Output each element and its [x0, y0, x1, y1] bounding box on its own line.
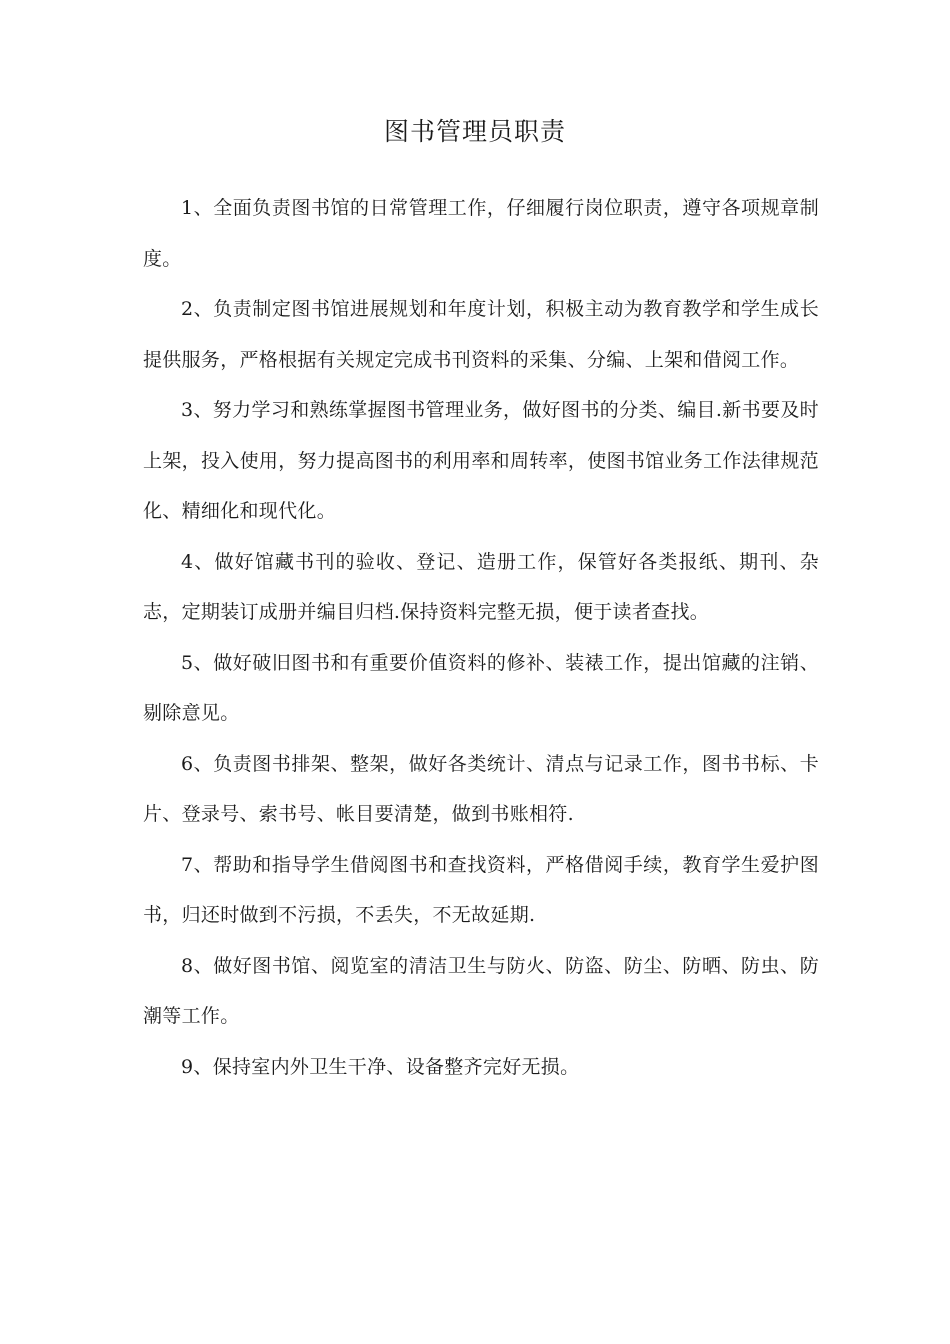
- duty-paragraph-5: 5、做好破旧图书和有重要价值资料的修补、装裱工作，提出馆藏的注销、剔除意见。: [143, 651, 819, 724]
- document-title: 图书管理员职责: [383, 117, 566, 146]
- document-body: [143, 183, 819, 1092]
- duty-paragraph-6: 6、负责图书排架、整架，做好各类统计、清点与记录工作，图书书标、卡片、登录号、索书号、帐目要清楚，做到书账相符.: [143, 752, 819, 825]
- duty-paragraph-7: 7、帮助和指导学生借阅图书和查找资料，严格借阅手续，教育学生爱护图书，归还时做到不污损，不丢失，不无故延期.: [143, 853, 819, 926]
- duty-paragraph-8: 8、做好图书馆、阅览室的清洁卫生与防火、防盗、防尘、防晒、防虫、防潮等工作。: [143, 954, 819, 1027]
- duty-paragraph-9: 9、保持室内外卫生干净、设备整齐完好无损。: [181, 1055, 580, 1078]
- duty-paragraph-3: 3、努力学习和熟练掌握图书管理业务，做好图书的分类、编目.新书要及时上架，投入使用，努力提高图书的利用率和周转率，使图书馆业务工作法律规范化、精细化和现代化。: [143, 399, 819, 522]
- duty-paragraph-1: 1、全面负责图书馆的日常管理工作，仔细履行岗位职责，遵守各项规章制度。: [143, 197, 819, 270]
- duty-paragraph-2: 2、负责制定图书馆进展规划和年度计划，积极主动为教育教学和学生成长提供服务，严格根据有关规定完成书刊资料的采集、分编、上架和借阅工作。: [143, 298, 819, 371]
- duty-paragraph-4: 4、做好馆藏书刊的验收、登记、造册工作，保管好各类报纸、期刊、杂志，定期装订成册并编目归档.保持资料完整无损，便于读者查找。: [143, 550, 819, 623]
